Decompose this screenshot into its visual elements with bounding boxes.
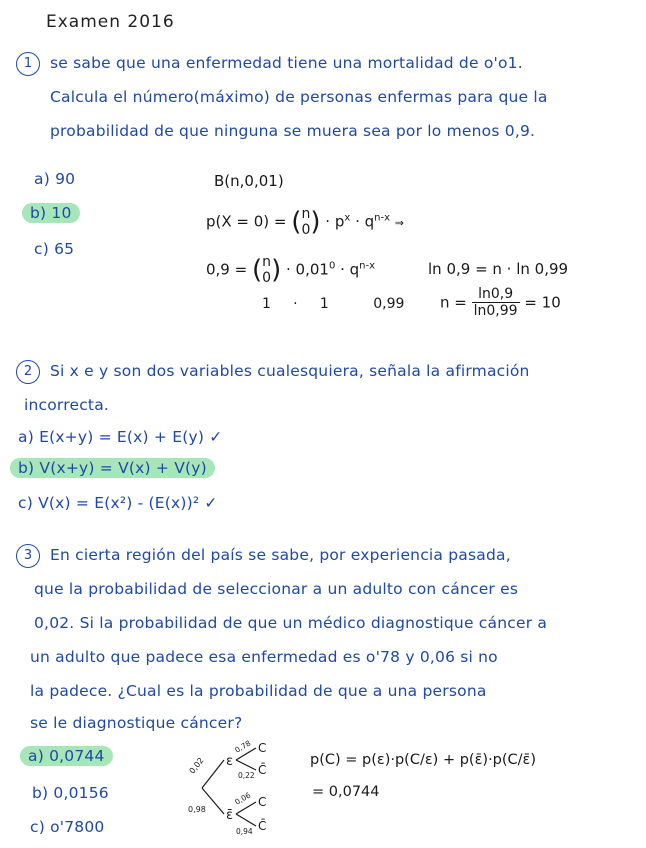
tree-prob-e: 0,02 <box>187 755 206 776</box>
q1-eq1-k: 0 <box>301 222 311 238</box>
q2-option-a: a) E(x+y) = E(x) + E(y) ✓ <box>18 428 223 446</box>
q3-text-line5: la padece. ¿Cual es la probabilidad de que a una persona <box>30 682 487 700</box>
q1-option-c: c) 65 <box>34 240 75 258</box>
q3-option-c: c) o'7800 <box>30 818 105 836</box>
q1-text-line3: probabilidad de que ninguna se muera sea por lo menos 0,9. <box>50 122 536 140</box>
q1-eq2-k: 0 <box>262 270 272 286</box>
q1-eq4-den: ln0,99 <box>473 303 518 319</box>
q1-eq4-num: ln0,9 <box>472 286 520 303</box>
q3-text-line4: un adulto que padece esa enfermedad es o'78 y 0,06 si no <box>30 648 498 666</box>
q1-eq2-values: 1 · 1 0,99 <box>262 296 405 312</box>
tree-node-e: ε <box>226 754 234 769</box>
q1-eq2-n: n <box>262 254 272 270</box>
q1-eq1-arrow: ⇒ <box>394 216 404 230</box>
q1-option-b-correct: b) 10 <box>22 203 80 223</box>
question-number-3: 3 <box>16 544 40 568</box>
q2-option-b-correct: b) V(x+y) = V(x) + V(y) <box>10 458 215 478</box>
tree-node-c1bar: C̄ <box>258 763 267 777</box>
q1-eq2-p-exp: 0 <box>328 260 336 272</box>
question-number-1: 1 <box>16 52 40 76</box>
q1-eq1-left: p(X = 0) = <box>206 212 287 231</box>
q3-formula: p(C) = p(ε)·p(C/ε) + p(ε̄)·p(C/ε̄) <box>310 752 537 768</box>
q3-result: = 0,0744 <box>312 784 380 800</box>
q1-text-line1: se sabe que una enfermedad tiene una mortalidad de o'o1. <box>50 54 523 72</box>
tree-prob-c-given-e: 0,78 <box>233 738 253 755</box>
tree-prob-c-given-ebar: 0,06 <box>233 790 253 807</box>
probability-tree <box>186 738 296 838</box>
q1-eq1-q-exp: n-x <box>374 212 390 224</box>
q1-eq2-q-exp: n-x <box>359 260 376 272</box>
q2-text-line1: Si x e y son dos variables cualesquiera, señala la afirmación <box>50 362 530 380</box>
tree-node-ebar: ε̄ <box>226 808 234 823</box>
q1-eq1-p: · p <box>325 212 345 231</box>
q3-text-line3: 0,02. Si la probabilidad de que un médico diagnostique cáncer a <box>34 614 548 632</box>
q3-text-line1: En cierta región del país se sabe, por experiencia pasada, <box>50 546 511 564</box>
q1-eq1-q: · q <box>355 212 375 231</box>
q1-binomial: B(n,0,01) <box>214 172 284 190</box>
q1-eq1-n: n <box>301 206 311 222</box>
q1-eq2-mid: · 0,01 <box>286 260 329 279</box>
q3-option-b: b) 0,0156 <box>32 784 109 802</box>
q1-option-a: a) 90 <box>34 170 76 188</box>
tree-node-c2bar: C̄ <box>258 819 267 833</box>
q2-text-line2: incorrecta. <box>24 396 110 414</box>
q1-eq4-left: n = <box>440 293 467 312</box>
q1-eq4-right: = 10 <box>524 293 561 312</box>
q2-option-c: c) V(x) = E(x²) - (E(x))² ✓ <box>18 494 218 512</box>
page-title: Examen 2016 <box>46 12 175 32</box>
tree-prob-cbar-given-ebar: 0,94 <box>236 827 253 836</box>
q1-eq2: 0,9 = ( n 0 ) · $0,01^0 \cdot q^{n-x}$ <box>206 254 376 286</box>
tree-prob-cbar-given-e: 0,22 <box>238 771 255 780</box>
tree-node-c1: C <box>258 741 267 755</box>
q1-eq2-left: 0,9 = <box>206 260 248 279</box>
q1-eq4 <box>440 286 561 319</box>
q3-text-line6: se le diagnostique cáncer? <box>30 714 243 732</box>
q1-text-line2: Calcula el número(máximo) de personas enfermas para que la <box>50 88 548 106</box>
q1-eq1: p(X = 0) = ( n 0 ) · $p^x \cdot q^{n-x}$ ⇒ <box>206 206 404 238</box>
question-number-2: 2 <box>16 360 40 384</box>
tree-prob-ebar: 0,98 <box>188 805 206 814</box>
q1-eq1-p-exp: x <box>344 212 351 224</box>
q3-text-line2: que la probabilidad de seleccionar a un adulto con cáncer es <box>34 580 519 598</box>
q1-eq3: ln 0,9 = n · ln 0,99 <box>428 260 569 278</box>
q1-eq2-q: · q <box>340 260 360 279</box>
q3-option-a-correct: a) 0,0744 <box>20 746 113 766</box>
tree-node-c2: C <box>258 795 267 809</box>
